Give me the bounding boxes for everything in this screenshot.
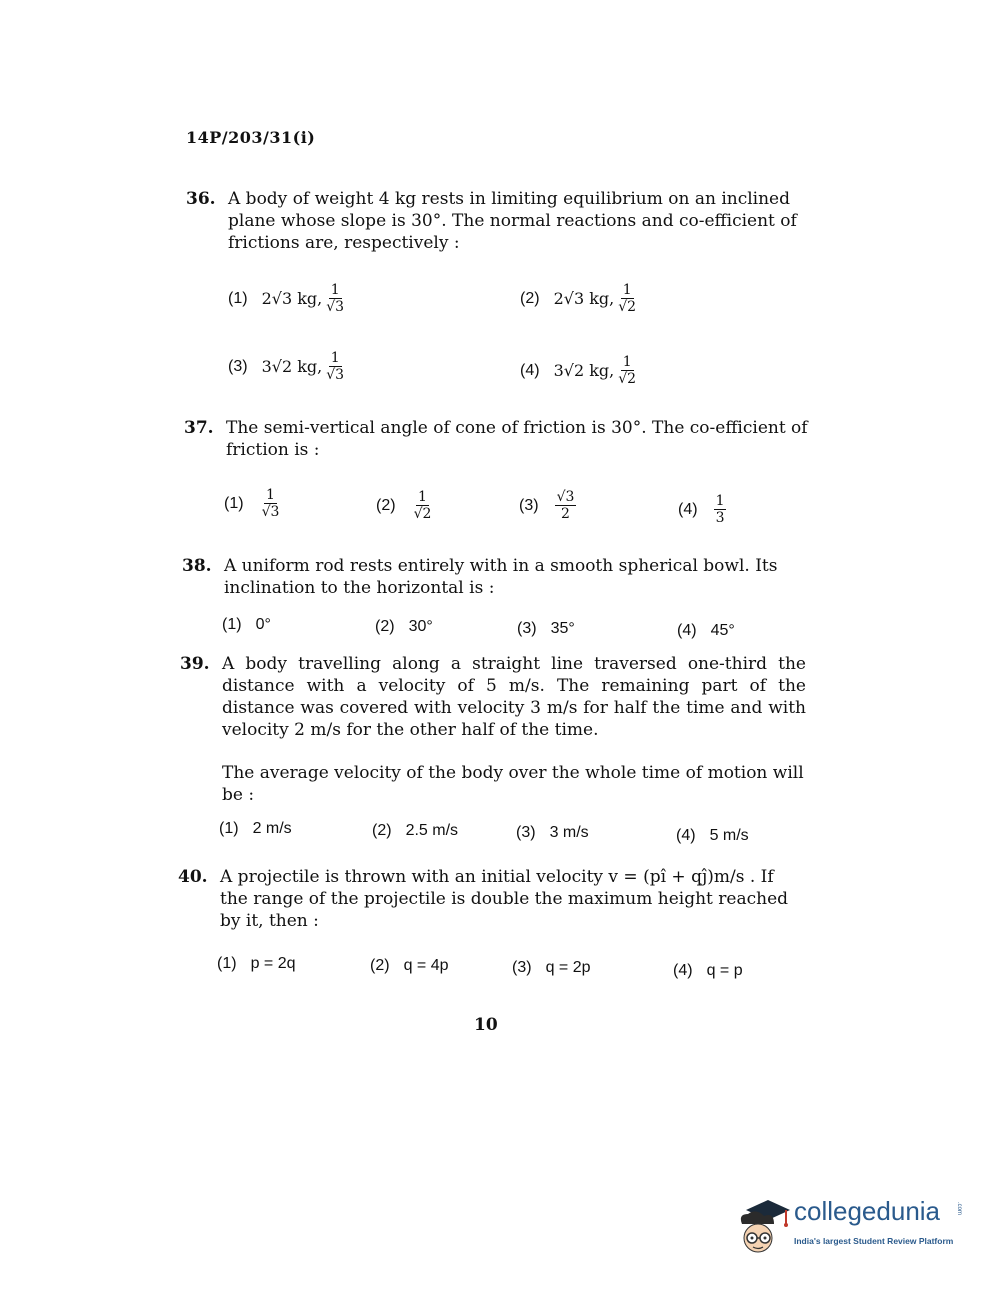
page-number: 10 bbox=[474, 1015, 498, 1035]
option: (1) $\frac{1}{√3}$ bbox=[224, 487, 280, 520]
option: (4) 5 m/s bbox=[676, 827, 749, 844]
question-36 bbox=[186, 188, 816, 254]
question-40 bbox=[178, 866, 804, 932]
option: (3) $\frac{√3}{2}$ bbox=[519, 489, 575, 522]
question-text: A body travelling along a straight line traversed one-third the distance with a velocity of 5 m/s. The remaining part of the distance was covered with velocity 3 m/s for half the time and with velocity 2 m/s for the other half of the time. bbox=[222, 654, 806, 740]
question-number: 37. bbox=[184, 418, 214, 438]
question-38 bbox=[182, 555, 812, 599]
option: (1) 2 m/s bbox=[219, 820, 292, 837]
mascot-icon bbox=[734, 1194, 792, 1258]
option: (2) $\frac{1}{√2}$ bbox=[376, 489, 432, 522]
logo-wordmark: collegedunia bbox=[794, 1196, 941, 1226]
option: (4) 45° bbox=[677, 622, 735, 639]
option: (2) 30° bbox=[375, 618, 433, 635]
question-37 bbox=[184, 417, 814, 461]
question-number: 39. bbox=[180, 654, 210, 674]
paper-code: 14P/203/31(i) bbox=[186, 128, 316, 147]
option: (3) 3√2 kg, $\frac{1}{√3}$ bbox=[228, 350, 345, 383]
logo-tld: .com bbox=[956, 1202, 962, 1216]
option: (4) q = p bbox=[673, 962, 743, 979]
question-number: 38. bbox=[182, 556, 212, 576]
question-text: The average velocity of the body over the whole time of motion will be : bbox=[222, 763, 804, 805]
option: (3) 35° bbox=[517, 620, 575, 637]
option: (2) 2.5 m/s bbox=[372, 822, 459, 839]
option: (1) p = 2q bbox=[217, 955, 296, 972]
option: (3) q = 2p bbox=[512, 959, 591, 976]
question-39 bbox=[180, 653, 806, 741]
option: (4) $\frac{1}{3}$ bbox=[678, 493, 725, 526]
option: (1) 2√3 kg, $\frac{1}{√3}$ bbox=[228, 282, 345, 315]
question-text: A body of weight 4 kg rests in limiting equilibrium on an inclined plane whose slope is 30°. The normal reactions and co-efficient of frictions are, respectively : bbox=[228, 189, 797, 253]
collegedunia-logo bbox=[734, 1194, 964, 1258]
question-text: A projectile is thrown with an initial velocity v = (pî + qĵ)m/s . If the range of the projectile is double the maximum height reached by it, then : bbox=[220, 867, 789, 931]
option: (2) q = 4p bbox=[370, 957, 449, 974]
question-text: The semi-vertical angle of cone of friction is 30°. The co-efficient of friction is : bbox=[226, 418, 808, 460]
option: (2) 2√3 kg, $\frac{1}{√2}$ bbox=[520, 282, 637, 315]
option: (1) 0° bbox=[222, 616, 271, 633]
question-number: 40. bbox=[178, 867, 208, 887]
option: (3) 3 m/s bbox=[516, 824, 589, 841]
option: (4) 3√2 kg, $\frac{1}{√2}$ bbox=[520, 354, 637, 387]
question-39-prompt bbox=[180, 762, 806, 806]
question-text: A uniform rod rests entirely with in a smooth spherical bowl. Its inclination to the horizontal is : bbox=[224, 556, 778, 598]
question-number: 36. bbox=[186, 189, 216, 209]
logo-tagline: India's largest Student Review Platform bbox=[794, 1236, 954, 1246]
